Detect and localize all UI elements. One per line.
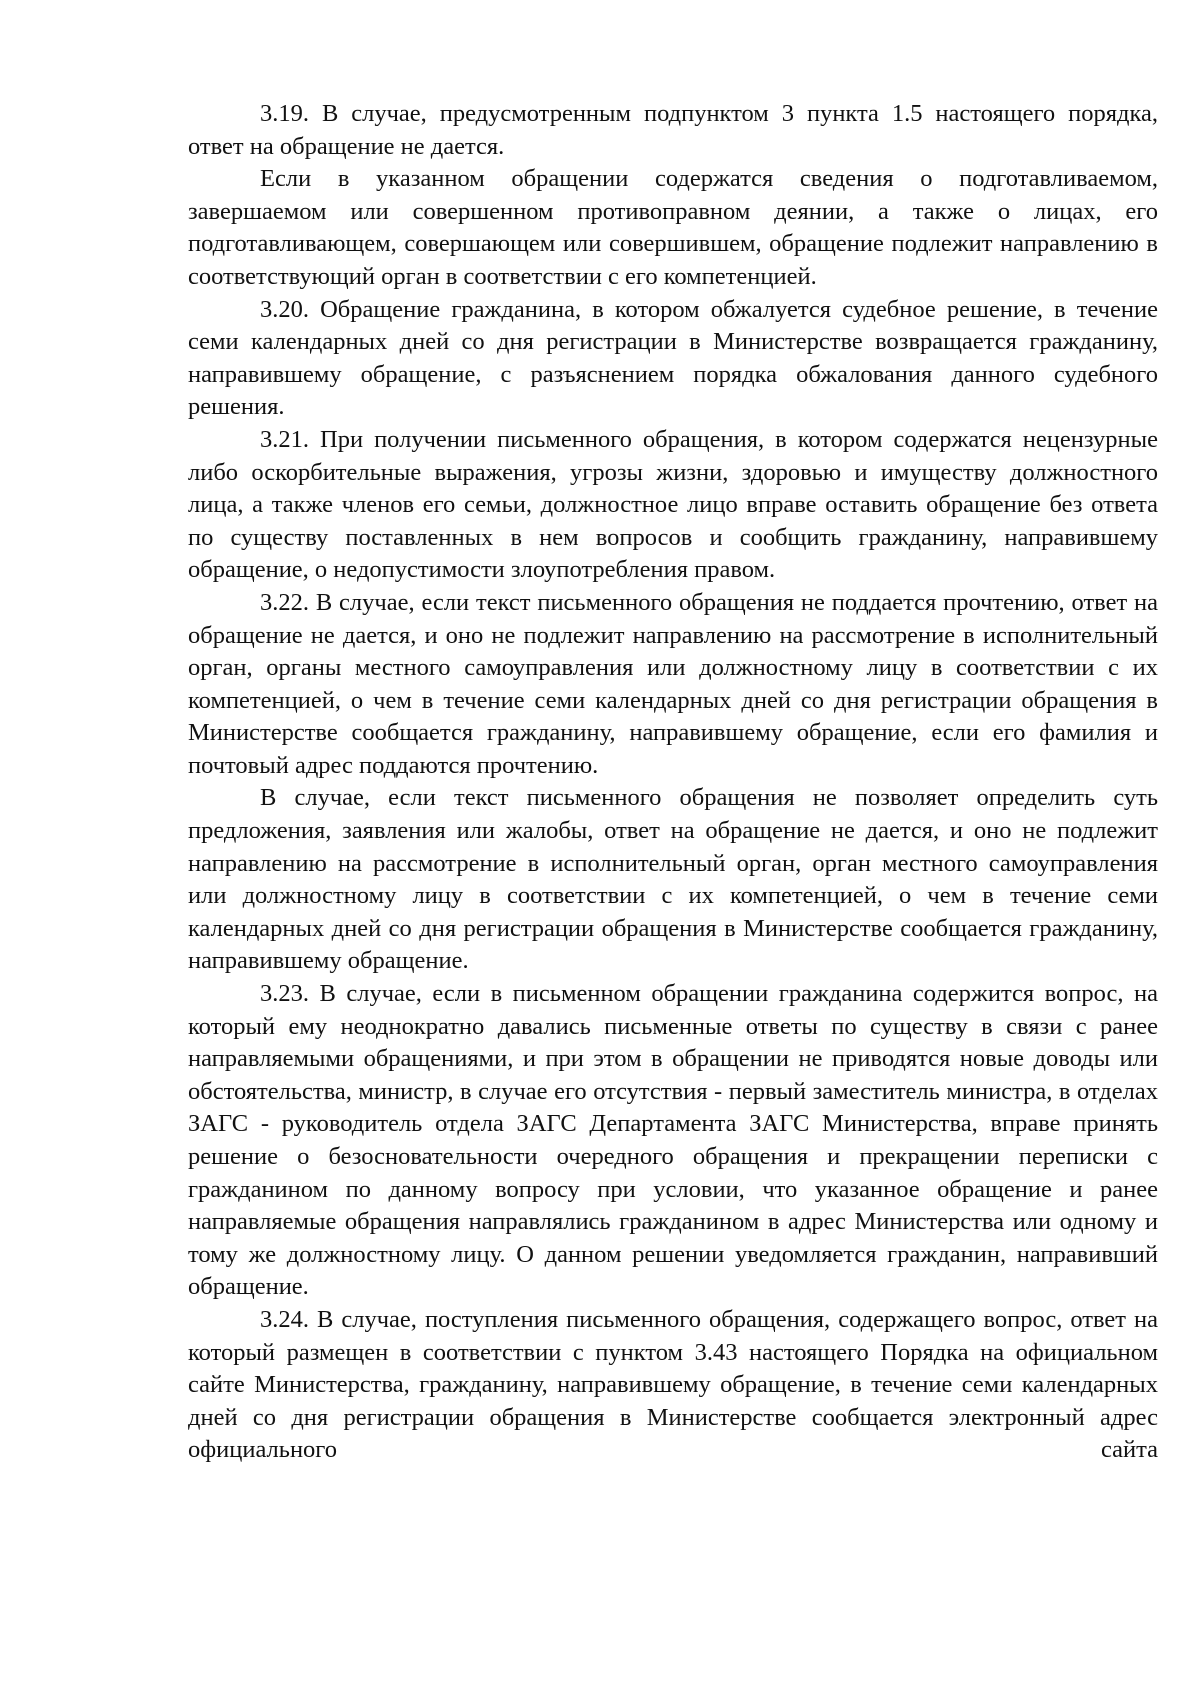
- document-page: [188, 98, 1158, 1467]
- paragraph-3-21: 3.21. При получении письменного обращения, в котором содержатся нецензурные либо оскорбительные выражения, угрозы жизни, здоровью и имуществу должностного лица, а также членов его семьи, должностное лицо вправе оставить обращение без ответа по существу поставленных в нем вопросов и сообщить гражданину, направившему обращение, о недопустимости злоупотребления правом.: [188, 425, 1158, 584]
- paragraph-3-19: 3.19. В случае, предусмотренным подпунктом 3 пункта 1.5 настоящего порядка, ответ на обращение не дается.: [188, 100, 1158, 160]
- paragraph-3-22: 3.22. В случае, если текст письменного обращения не поддается прочтению, ответ на обращение не дается, и оно не подлежит направлению на рассмотрение в исполнительный орган, органы местного самоуправления или должностному лицу в соответствии с их компетенцией, о чем в течение семи календарных дней со дня регистрации обращения в Министерстве сообщается гражданину, направившему обращение, если его фамилия и почтовый адрес поддаются прочтению.: [188, 588, 1158, 779]
- paragraph-3-20: 3.20. Обращение гражданина, в котором обжалуется судебное решение, в течение семи календарных дней со дня регистрации в Министерстве возвращается гражданину, направившему обращение, с разъяснением порядка обжалования данного судебного решения.: [188, 295, 1158, 421]
- paragraph-3-22-continued: В случае, если текст письменного обращения не позволяет определить суть предложения, заявления или жалобы, ответ на обращение не дается, и оно не подлежит направлению на рассмотрение в исполнительный орган, орган местного самоуправления или должностному лицу в соответствии с их компетенцией, о чем в течение семи календарных дней со дня регистрации обращения в Министерстве сообщается гражданину, направившему обращение.: [188, 784, 1158, 975]
- paragraph-3-23: 3.23. В случае, если в письменном обращении гражданина содержится вопрос, на который ему неоднократно давались письменные ответы по существу в связи с ранее направляемыми обращениями, и при этом в обращении не приводятся новые доводы или обстоятельства, министр, в случае его отсутствия - первый заместитель министра, в отделах ЗАГС - руководитель отдела ЗАГС Департамента ЗАГС Министерства, вправе принять решение о безосновательности очередного обращения и прекращении переписки с гражданином по данному вопросу при условии, что указанное обращение и ранее направляемые обращения направлялись гражданином в адрес Министерства или одному и тому же должностному лицу. О данном решении уведомляется гражданин, направивший обращение.: [188, 980, 1158, 1301]
- paragraph-3-24: 3.24. В случае, поступления письменного обращения, содержащего вопрос, ответ на который размещен в соответствии с пунктом 3.43 настоящего Порядка на официальном сайте Министерства, гражданину, направившему обращение, в течение семи календарных дней со дня регистрации обращения в Министерстве сообщается электронный адрес официального сайта: [188, 1305, 1158, 1464]
- paragraph-3-19-continued: Если в указанном обращении содержатся сведения о подготавливаемом, завершаемом или совершенном противоправном деянии, а также о лицах, его подготавливающем, совершающем или совершившем, обращение подлежит направлению в соответствующий орган в соответствии с его компетенцией.: [188, 165, 1158, 290]
